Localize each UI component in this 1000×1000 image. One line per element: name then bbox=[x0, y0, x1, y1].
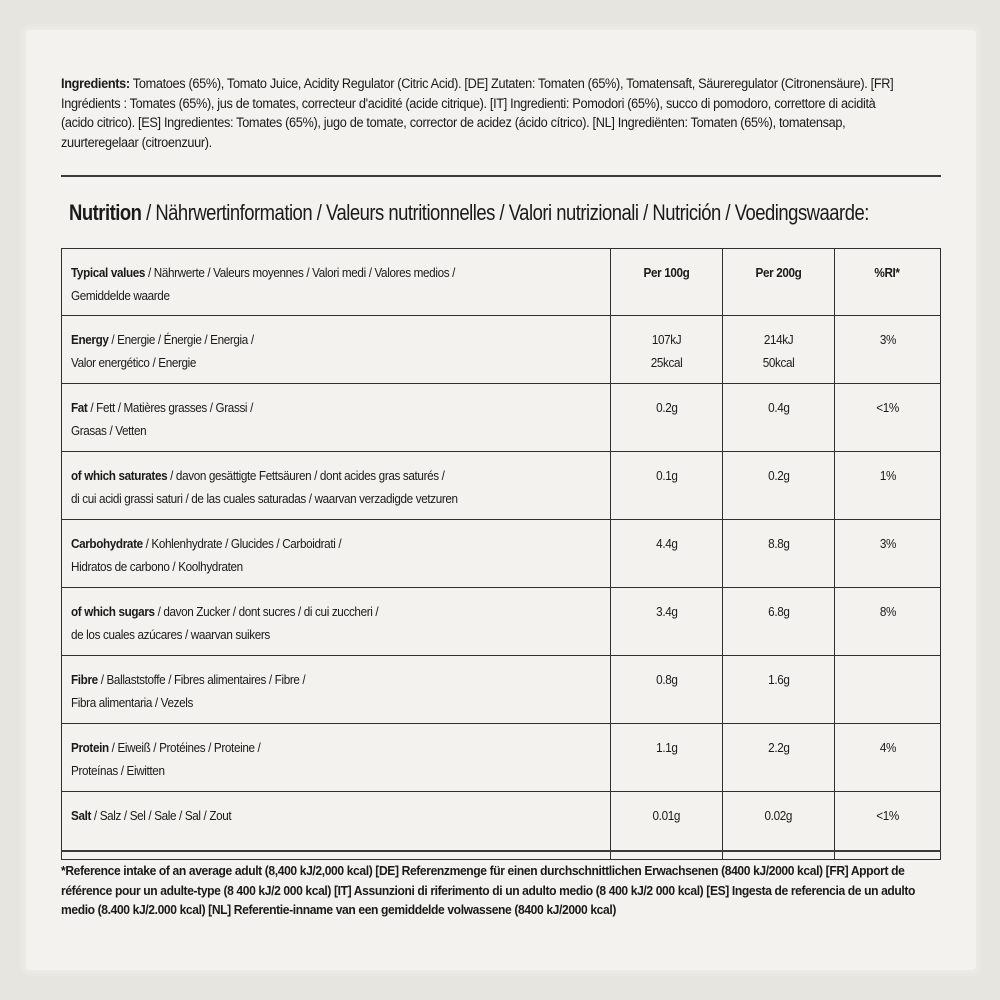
value-ri: 3% bbox=[835, 316, 941, 384]
table-row bbox=[62, 656, 941, 724]
header-ri: %RI* bbox=[835, 249, 941, 316]
table-header-row bbox=[62, 249, 941, 316]
ingredients-label: Ingredients: bbox=[61, 76, 130, 91]
nutrient-translations-line2: Fibra alimentaria / Vezels bbox=[71, 695, 194, 710]
nutrition-table bbox=[61, 248, 941, 860]
reference-intake-footnote: *Reference intake of an average adult (8,400 kJ/2,000 kcal) [DE] Referenzmenge für einen durchschnittlichen Erwachsenen (8400 kJ/2000 kcal) [FR] Apport de référence pour un adulte-type (8 400 kJ/2 000 kcal) [IT] Assunzioni di riferimento di un adulto medio (8 400 kJ/2 000 kcal) [ES] Ingesta de referencia de un adulto medio (8.400 kJ/2.000 kcal) [NL] Referentie-inname van een gemiddelde volwassene (8400 kJ/2000 kcal) bbox=[61, 864, 916, 917]
value-per-100g: 1.1g bbox=[611, 724, 723, 792]
table-row bbox=[62, 588, 941, 656]
nutrient-translations-line2: de los cuales azúcares / waarvan suikers bbox=[71, 627, 270, 642]
nutrition-title-bold: Nutrition bbox=[69, 200, 142, 225]
value-per-200g: 1.6g bbox=[723, 656, 835, 724]
nutrient-label-cell bbox=[62, 724, 611, 792]
value-per-200g: 0.2g bbox=[723, 452, 835, 520]
divider-bottom bbox=[61, 850, 941, 852]
value-per-100g: 3.4g bbox=[611, 588, 723, 656]
value-per-100g: 107kJ 25kcal bbox=[611, 316, 723, 384]
nutrition-table-body bbox=[62, 249, 941, 860]
nutrient-translations: / Energie / Énergie / Energia / bbox=[108, 332, 254, 347]
nutrient-translations: / Kohlenhydrate / Glucides / Carboidrati / bbox=[142, 536, 342, 551]
nutrient-label-cell bbox=[62, 520, 611, 588]
nutrient-translations-line2: di cui acidi grassi saturi / de las cuales saturadas / waarvan verzadigde vetzuren bbox=[71, 491, 458, 506]
value-ri: 8% bbox=[835, 588, 941, 656]
header-label-cell bbox=[62, 249, 611, 316]
value-ri bbox=[835, 656, 941, 724]
value-per-100g: 0.8g bbox=[611, 656, 723, 724]
value-per-100g: 0.1g bbox=[611, 452, 723, 520]
value-per-100g: 4.4g bbox=[611, 520, 723, 588]
ingredients-list: Tomatoes (65%), Tomato Juice, Acidity Regulator (Citric Acid). [DE] Zutaten: Tomaten (65%), Tomatensaft, Säureregulator (Citronensäure). [FR] Ingrédients : Tomates (65%), jus de tomates, correcteur d'acidité (acide citrique). [IT] Ingredienti: Pomodori (65%), succo di pomodoro, correttore di acidità (acido citrico). [ES] Ingredientes: Tomates (65%), jugo de tomate, corrector de acidez (ácido cítrico). [NL] Ingrediënten: Tomaten (65%), tomatensap, zuurteregelaar (citroenzuur). bbox=[61, 76, 894, 150]
nutrient-name: Carbohydrate bbox=[71, 536, 143, 551]
nutrient-translations: / davon Zucker / dont sucres / di cui zuccheri / bbox=[154, 604, 379, 619]
value-ri: <1% bbox=[835, 384, 941, 452]
nutrient-translations: / davon gesättigte Fettsäuren / dont acides gras saturés / bbox=[167, 468, 445, 483]
nutrient-name: Protein bbox=[71, 740, 109, 755]
nutrition-title-rest: / Nährwertinformation / Valeurs nutritionnelles / Valori nutrizionali / Nutrición / Voedingswaarde: bbox=[141, 200, 869, 225]
value-ri: 3% bbox=[835, 520, 941, 588]
nutrient-translations-line2: Grasas / Vetten bbox=[71, 423, 147, 438]
header-label-rest: / Nährwerte / Valeurs moyennes / Valori medi / Valores medios / bbox=[145, 265, 456, 280]
nutrient-name: Fibre bbox=[71, 672, 98, 687]
value-per-100g: 0.2g bbox=[611, 384, 723, 452]
nutrient-label-cell bbox=[62, 656, 611, 724]
value-ri: 4% bbox=[835, 724, 941, 792]
nutrient-label-cell bbox=[62, 452, 611, 520]
nutrient-translations: / Ballaststoffe / Fibres alimentaires / Fibre / bbox=[97, 672, 306, 687]
value-per-200g: 214kJ 50kcal bbox=[723, 316, 835, 384]
nutrient-translations-line2: Hidratos de carbono / Koolhydraten bbox=[71, 559, 243, 574]
nutrient-label-cell bbox=[62, 316, 611, 384]
header-label-rest-2: Gemiddelde waarde bbox=[71, 288, 170, 303]
value-per-200g: 6.8g bbox=[723, 588, 835, 656]
nutrient-label-cell bbox=[62, 384, 611, 452]
divider-top bbox=[61, 175, 941, 177]
value-per-200g: 0.02g bbox=[723, 792, 835, 860]
header-per-200g: Per 200g bbox=[723, 249, 835, 316]
nutrient-name: Fat bbox=[71, 400, 88, 415]
nutrient-translations-line2: Valor energético / Energie bbox=[71, 355, 197, 370]
table-row bbox=[62, 316, 941, 384]
nutrient-name: of which sugars bbox=[71, 604, 155, 619]
nutrient-label-cell bbox=[62, 588, 611, 656]
nutrient-translations-line2: Proteínas / Eiwitten bbox=[71, 763, 165, 778]
nutrient-name: Energy bbox=[71, 332, 109, 347]
nutrient-translations: / Eiweiß / Protéines / Proteine / bbox=[108, 740, 261, 755]
value-per-200g: 8.8g bbox=[723, 520, 835, 588]
header-typical-values: Typical values bbox=[71, 265, 146, 280]
value-per-100g: 0.01g bbox=[611, 792, 723, 860]
nutrient-name: of which saturates bbox=[71, 468, 168, 483]
header-per-100g: Per 100g bbox=[611, 249, 723, 316]
table-row bbox=[62, 520, 941, 588]
table-row bbox=[62, 724, 941, 792]
nutrient-name: Salt bbox=[71, 808, 92, 823]
table-row bbox=[62, 452, 941, 520]
nutrient-translations: / Salz / Sel / Sale / Sal / Zout bbox=[91, 808, 232, 823]
ingredients-text bbox=[61, 74, 897, 152]
value-ri: 1% bbox=[835, 452, 941, 520]
table-row bbox=[62, 384, 941, 452]
value-ri: <1% bbox=[835, 792, 941, 860]
nutrient-translations: / Fett / Matières grasses / Grassi / bbox=[87, 400, 253, 415]
nutrition-title bbox=[69, 196, 869, 230]
value-per-200g: 2.2g bbox=[723, 724, 835, 792]
value-per-200g: 0.4g bbox=[723, 384, 835, 452]
